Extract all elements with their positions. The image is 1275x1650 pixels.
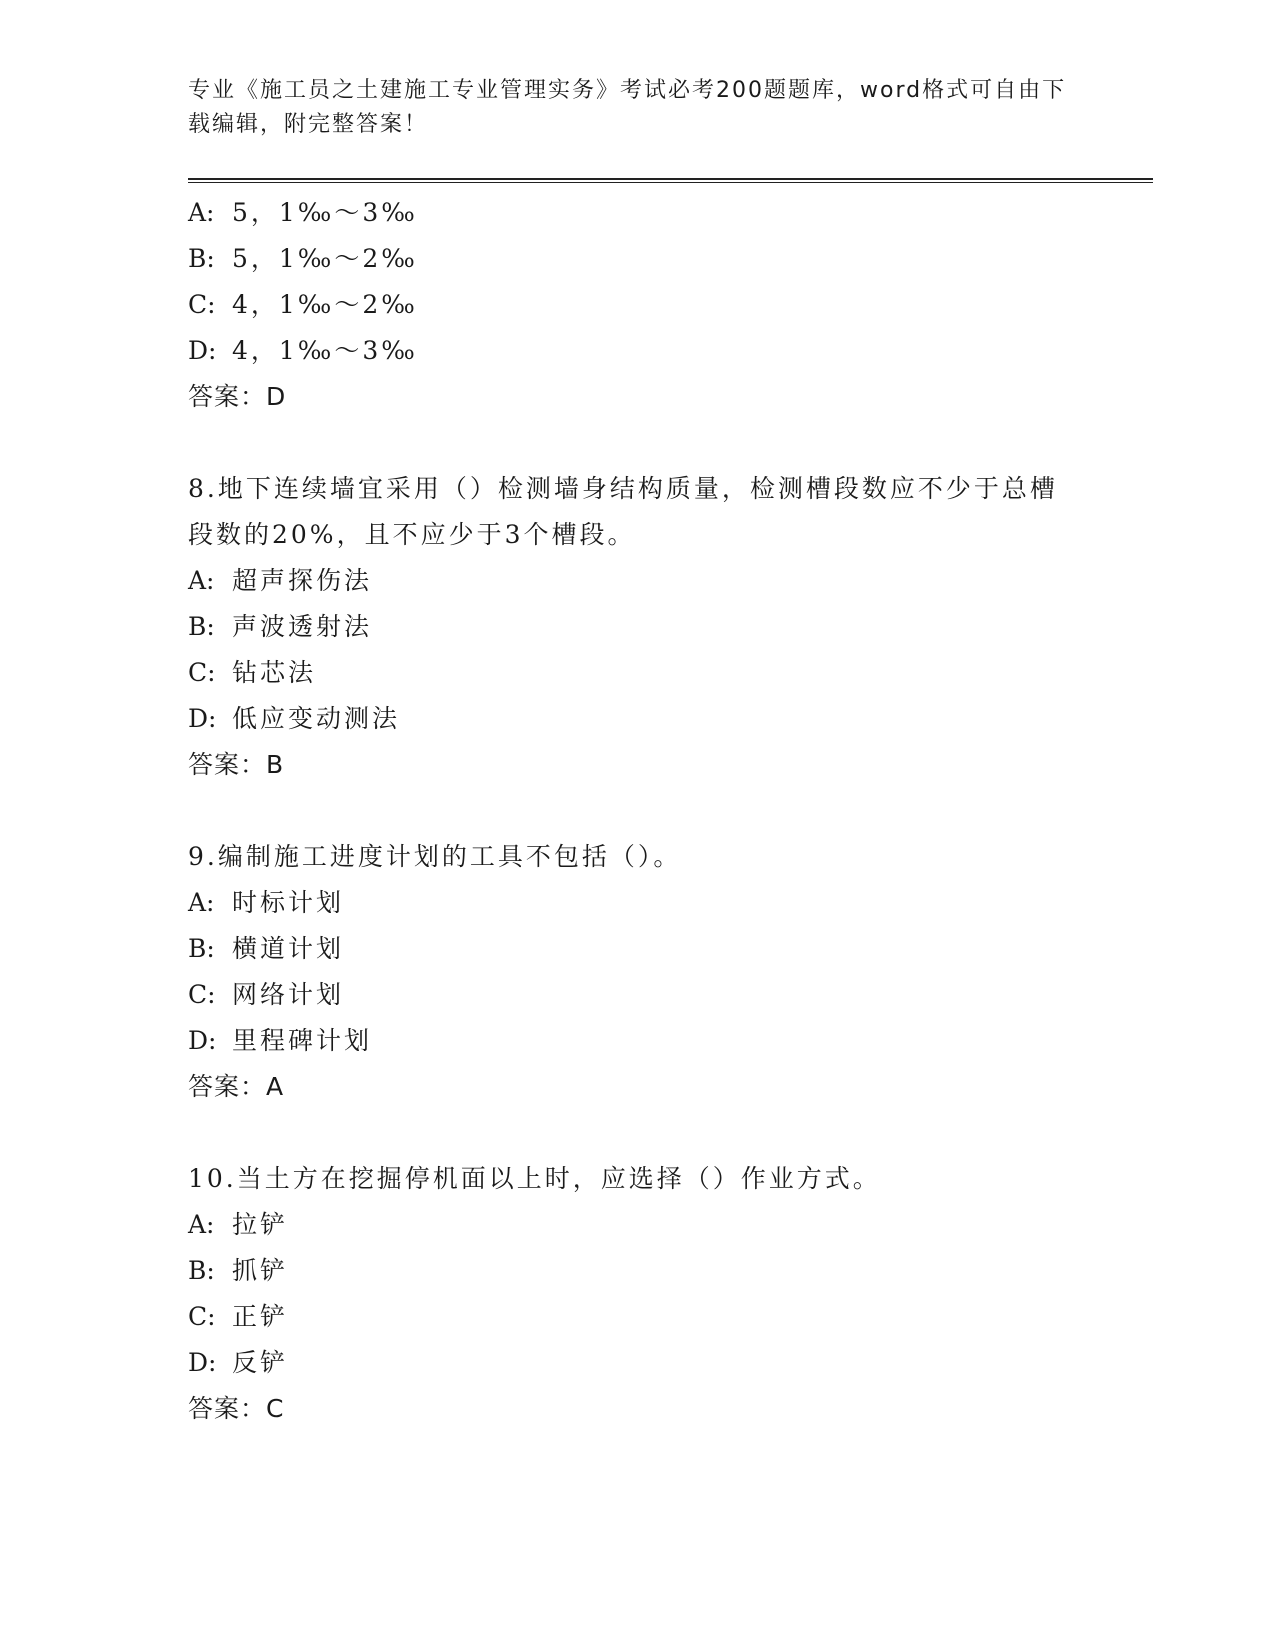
- option-text: 抓铲: [232, 1256, 289, 1285]
- option-text: 4，1‰～2‰: [232, 290, 418, 319]
- option-text: 5，1‰～2‰: [232, 244, 418, 273]
- option-text: 横道计划: [232, 934, 345, 963]
- question-7-block: [188, 190, 1088, 420]
- option-c: [188, 1294, 1088, 1340]
- option-label: B:: [188, 244, 215, 273]
- option-text: 5，1‰～3‰: [232, 198, 418, 227]
- option-text: 4，1‰～3‰: [232, 336, 418, 365]
- option-b: [188, 926, 1088, 972]
- spacer: [188, 1110, 1088, 1156]
- option-b: [188, 1248, 1088, 1294]
- option-a: [188, 880, 1088, 926]
- option-label: A:: [188, 888, 215, 917]
- option-b: [188, 236, 1088, 282]
- option-text: 拉铲: [232, 1210, 289, 1239]
- option-text: 低应变动测法: [232, 704, 401, 733]
- option-label: C:: [188, 980, 216, 1009]
- option-d: [188, 696, 1088, 742]
- option-text: 网络计划: [232, 980, 345, 1009]
- option-text: 声波透射法: [232, 612, 373, 641]
- question-8-block: [188, 466, 1088, 788]
- question-text: 8.地下连续墙宜采用（）检测墙身结构质量，检测槽段数应不少于总槽段数的20%，且不应少于3个槽段。: [188, 474, 1058, 549]
- option-a: [188, 190, 1088, 236]
- option-label: A:: [188, 566, 215, 595]
- answer-line: 答案：C: [188, 1394, 285, 1423]
- option-label: D:: [188, 1348, 217, 1377]
- option-b: [188, 604, 1088, 650]
- questions-body: [188, 190, 1088, 1432]
- option-label: D:: [188, 336, 217, 365]
- header-divider: [188, 178, 1153, 183]
- option-label: A:: [188, 1210, 215, 1239]
- option-d: [188, 1340, 1088, 1386]
- option-text: 正铲: [232, 1302, 289, 1331]
- option-label: B:: [188, 612, 215, 641]
- option-c: [188, 282, 1088, 328]
- option-text: 钻芯法: [232, 658, 317, 687]
- option-label: D:: [188, 1026, 217, 1055]
- option-text: 超声探伤法: [232, 566, 373, 595]
- option-c: [188, 650, 1088, 696]
- spacer: [188, 788, 1088, 834]
- question-10-block: [188, 1156, 1088, 1432]
- option-a: [188, 1202, 1088, 1248]
- option-text: 反铲: [232, 1348, 289, 1377]
- spacer: [188, 420, 1088, 466]
- page-header: 专业《施工员之土建施工专业管理实务》考试必考200题题库，word格式可自由下载编辑，附完整答案！: [188, 78, 1067, 137]
- option-label: D:: [188, 704, 217, 733]
- option-d: [188, 1018, 1088, 1064]
- option-label: C:: [188, 658, 216, 687]
- option-label: A:: [188, 198, 215, 227]
- option-text: 时标计划: [232, 888, 345, 917]
- option-a: [188, 558, 1088, 604]
- question-text: 9.编制施工进度计划的工具不包括（）。: [188, 842, 682, 871]
- question-text: 10.当土方在挖掘停机面以上时，应选择（）作业方式。: [188, 1164, 881, 1193]
- option-label: B:: [188, 934, 215, 963]
- option-label: B:: [188, 1256, 215, 1285]
- option-c: [188, 972, 1088, 1018]
- option-label: C:: [188, 290, 216, 319]
- option-d: [188, 328, 1088, 374]
- option-text: 里程碑计划: [232, 1026, 373, 1055]
- question-9-block: [188, 834, 1088, 1110]
- answer-line: 答案：B: [188, 750, 285, 779]
- option-label: C:: [188, 1302, 216, 1331]
- answer-line: 答案：D: [188, 382, 287, 411]
- answer-line: 答案：A: [188, 1072, 285, 1101]
